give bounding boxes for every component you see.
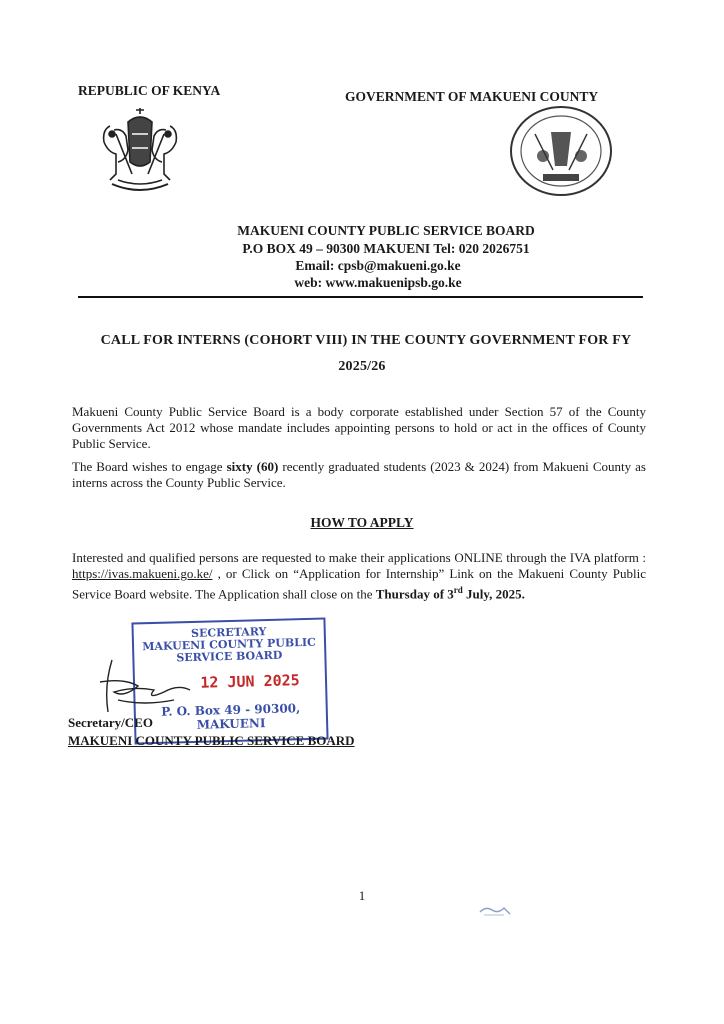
iva-platform-link[interactable]: https://ivas.makueni.go.ke/ (72, 566, 213, 581)
board-address: P.O BOX 49 – 90300 MAKUENI Tel: 020 2026751 (242, 241, 530, 256)
engagement-text-post: recently graduated students (2023 & 2024) from Makueni County as interns across the County Public Service. (72, 459, 646, 490)
board-web: web: www.makuenipsb.go.ke (294, 275, 462, 290)
engagement-paragraph (72, 459, 646, 491)
apply-text-pre: Interested and qualified persons are requested to make their applications ONLINE through the IVA platform : (72, 550, 646, 565)
closing-date-sup: rd (453, 585, 463, 595)
board-email: Email: cpsb@makueni.go.ke (295, 258, 461, 273)
how-to-apply-paragraph (72, 550, 646, 602)
stamp-line-service: SERVICE BOARD (176, 648, 283, 665)
notice-title-line1: CALL FOR INTERNS (COHORT VIII) IN THE COUNTY GOVERNMENT FOR FY (100, 333, 632, 348)
header-left: REPUBLIC OF KENYA (78, 83, 221, 98)
signatory-board: MAKUENI COUNTY PUBLIC SERVICE BOARD (68, 733, 355, 748)
intern-count: sixty (60) (226, 459, 279, 474)
scan-mark-icon (478, 904, 512, 918)
board-name: MAKUENI COUNTY PUBLIC SERVICE BOARD (237, 223, 535, 238)
stamp-line-secretary: SECRETARY (190, 625, 267, 641)
makueni-county-seal-icon (507, 104, 615, 198)
stamp-date: 12 JUN 2025 (200, 671, 300, 692)
signatory-role: Secretary/CEO (68, 715, 153, 730)
notice-title-line2: 2025/26 (338, 359, 386, 374)
stamp-line-board: MAKUENI COUNTY PUBLIC (142, 635, 316, 654)
header-divider (78, 296, 643, 298)
kenya-coat-of-arms-icon (92, 104, 188, 196)
intro-paragraph: Makueni County Public Service Board is a body corporate established under Section 57 of the County Governments Act 2012 whose mandate includes appointing persons to hold or act in the offices of County Public Service. (72, 404, 646, 451)
closing-date-b: July, 2025. (462, 586, 525, 602)
header-right: GOVERNMENT OF MAKUENI COUNTY (345, 89, 599, 104)
how-to-apply-heading: HOW TO APPLY (310, 515, 414, 530)
stamp-line-town: MAKUENI (196, 716, 266, 732)
closing-date-a: Thursday of 3 (375, 586, 454, 602)
stamp-line-box: P. O. Box 49 - 90300, (161, 701, 301, 719)
page-number: 1 (358, 888, 366, 903)
engagement-text-pre: The Board wishes to engage (72, 459, 227, 474)
apply-text-mid: , or Click on “Application for Internship” Link on the Makueni County Public Service Board website. The Application shall close on the (72, 566, 646, 602)
